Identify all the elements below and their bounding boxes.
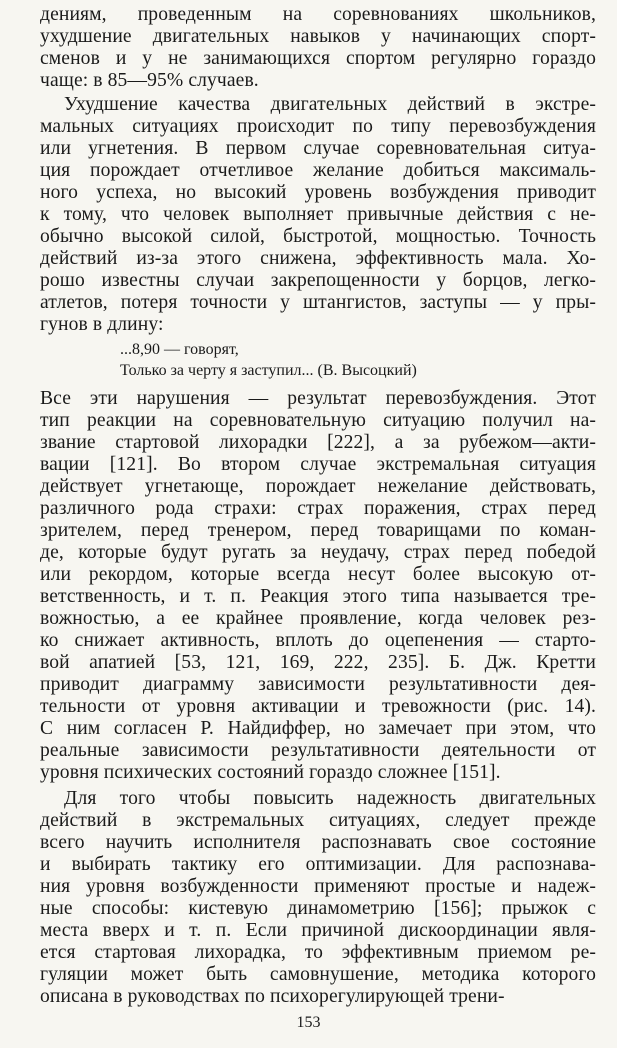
page-number: 153 — [296, 1014, 321, 1031]
text-line: ные способы: кистевую динамометрию [156]; прыжок с — [40, 898, 596, 919]
text-line: Ухудшение качества двигательных действий в экстре- — [64, 94, 596, 115]
text-line: дениям, проведенным на соревнованиях школьников, — [40, 4, 596, 25]
text-line: уровня психических состояний гораздо сложнее [151]. — [40, 762, 501, 783]
text-line: действий из-за этого снижена, эффективность мала. Хо- — [40, 248, 596, 269]
text-line: зрителем, перед тренером, перед товарищами по коман- — [40, 520, 596, 541]
quote-line: Только за черту я заступил... (В. Высоцкий) — [120, 362, 417, 379]
text-line: места вверх и т. п. Если причиной дискоординации явля- — [40, 920, 596, 941]
text-line: вации [121]. Во втором случае экстремальная ситуация — [40, 454, 596, 475]
text-line: Для того чтобы повысить надежность двигательных — [64, 788, 596, 809]
text-line: действует угнетающе, порождает нежелание действовать, — [40, 476, 596, 497]
text-line: ветственность, и т. п. Реакция этого типа называется тре- — [40, 586, 596, 607]
text-line: и выбирать тактику его оптимизации. Для распознава- — [40, 854, 596, 875]
text-line: реальные зависимости результативности деятельности от — [40, 740, 596, 761]
text-line: чаще: в 85—95% случаев. — [40, 70, 259, 91]
text-line: действий в экстремальных ситуациях, следует прежде — [40, 810, 596, 831]
text-line: Все эти нарушения — результат перевозбуждения. Этот — [40, 388, 596, 409]
text-line: всего научить исполнителя распознавать свое состояние — [40, 832, 596, 853]
text-line: обычно высокой силой, быстротой, мощностью. Точность — [40, 226, 596, 247]
text-line: тип реакции на соревновательную ситуацию получил на- — [40, 410, 596, 431]
text-line: ется стартовая лихорадка, то эффективным приемом ре- — [40, 942, 596, 963]
text-line: или угнетения. В первом случае соревновательная ситуа- — [40, 138, 596, 159]
text-line: вой апатией [53, 121, 169, 222, 235]. Б. Дж. Кретти — [40, 652, 596, 673]
text-line: ко снижает активность, вплоть до оцепенения — старто- — [40, 630, 596, 651]
text-line: ния уровня возбужденности применяют простые и надеж- — [40, 876, 596, 897]
text-line: мальных ситуациях происходит по типу перевозбуждения — [40, 116, 596, 137]
text-line: приводит диаграмму зависимости результативности дея- — [40, 674, 596, 695]
text-line: сменов и у не занимающихся спортом регулярно гораздо — [40, 48, 596, 69]
text-line: ция порождает отчетливое желание добиться максималь- — [40, 160, 596, 181]
text-line: де, которые будут ругать за неудачу, страх перед победой — [40, 542, 596, 563]
text-line: или рекордом, которые всегда несут более высокую от- — [40, 564, 596, 585]
text-line: описана в руководствах по психорегулирующей трени- — [40, 986, 505, 1007]
text-line: С ним согласен Р. Найдиффер, но замечает при этом, что — [40, 718, 596, 739]
text-line: звание стартовой лихорадки [222], а за рубежом—акти- — [40, 432, 596, 453]
text-line: гунов в длину: — [40, 314, 164, 335]
text-line: к тому, что человек выполняет привычные действия с не- — [40, 204, 596, 225]
text-line: рошо известны случаи закрепощенности у борцов, легко- — [40, 270, 596, 291]
text-line: гуляции может быть самовнушение, методика которого — [40, 964, 596, 985]
text-line: ухудшение двигательных навыков у начинающих спорт- — [40, 26, 596, 47]
text-line: тельности от уровня активации и тревожности (рис. 14). — [40, 696, 596, 717]
text-line: атлетов, потеря точности у штангистов, заступы — у пры- — [40, 292, 596, 313]
quote-line: ...8,90 — говорят, — [120, 341, 239, 358]
text-line: вожностью, а ее крайнее проявление, когда человек рез- — [40, 608, 596, 629]
text-line: ного успеха, но высокий уровень возбуждения приводит — [40, 182, 596, 203]
text-line: различного рода страхи: страх поражения, страх перед — [40, 498, 596, 519]
